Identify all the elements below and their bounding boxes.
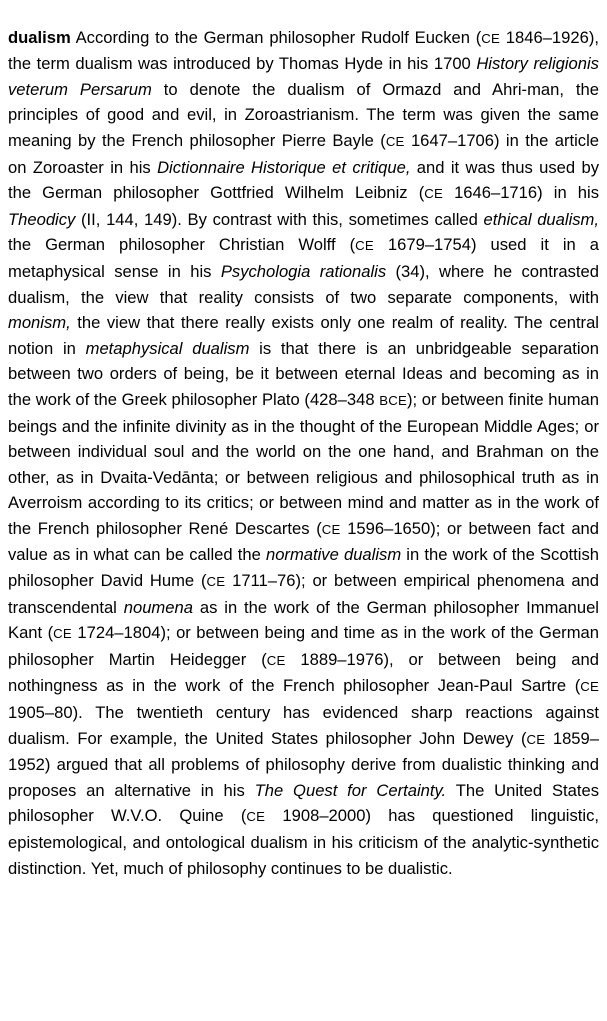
era-abbreviation: CE <box>526 731 546 747</box>
entry-body: According to the German philosopher Rudolf Eucken (CE 1846–1926), the term dualism was introduced by Thomas Hyde in his 1700 History religionis veterum Persarum to denote the dualism of Ormazd and Ahri-man, the principles of good and evil, in Zoroastrianism. The term was given the same meaning by the French philosopher Pierre Bayle (CE 1647–1706) in the article on Zoroaster in his Dictionnaire Historique et critique, and it was thus used by the German philosopher Gottfried Wilhelm Leibniz (CE 1646–1716) in his Theodicy (II, 144, 149). By contrast with this, sometimes called ethical dualism, the German philosopher Christian Wolff (CE 1679–1754) used it in a metaphysical sense in his Psychologia rationalis (34), where he contrasted dualism, the view that reality consists of two separate components, with monism, the view that there really exists only one realm of reality. The central notion in metaphysical dualism is that there is an unbridgeable separation between two orders of being, be it between eternal Ideas and becoming as in the work of the Greek philosopher Plato (428–348 BCE); or between finite human beings and the infinite divinity as in the thought of the European Middle Ages; or between individual soul and the world on the one hand, and Brahman on the other, as in Dvaita-Vedānta; or between religious and philosophical truth as in Averroism according to its critics; or between mind and matter as in the work of the French philosopher René Descartes (CE 1596–1650); or between fact and value as in what can be called the normative dualism in the work of the Scottish philosopher David Hume (CE 1711–76); or between empirical phenomena and transcendental noumena as in the work of the German philosopher Immanuel Kant (CE 1724–1804); or between being and time as in the work of the German philosopher Martin Heidegger (CE 1889–1976), or between being and nothingness as in the work of the French philosopher Jean-Paul Sartre (CE 1905–80). The twentieth century has evidenced sharp reactions against dualism. For example, the United States philosopher John Dewey (CE 1859–1952) argued that all problems of philosophy derive from dualistic thinking and proposes an alternative in his The Quest for Certainty. The United States philosopher W.V.O. Quine (CE 1908–2000) has questioned linguistic, epistemological, and ontological dualism in his criticism of the analytic-synthetic distinction. Yet, much of philosophy continues to be dualistic. <box>8 27 600 878</box>
era-abbreviation: CE <box>481 30 501 46</box>
italic-term: History religionis veterum Persarum <box>8 54 599 99</box>
era-abbreviation: CE <box>580 679 599 695</box>
italic-term: noumena <box>123 597 193 617</box>
italic-term: Dictionnaire Historique et critique, <box>157 157 411 177</box>
era-abbreviation: BCE <box>379 392 407 408</box>
italic-term: Psychologia rationalis <box>220 261 387 281</box>
italic-term: The Quest for Certainty. <box>254 780 447 800</box>
italic-term: monism, <box>8 313 71 333</box>
italic-term: Theodicy <box>8 209 76 229</box>
era-abbreviation: CE <box>246 809 266 825</box>
era-abbreviation: CE <box>206 574 226 590</box>
era-abbreviation: CE <box>385 133 405 149</box>
era-abbreviation: CE <box>355 238 374 254</box>
era-abbreviation: CE <box>266 652 286 668</box>
italic-term: normative dualism <box>265 545 402 565</box>
era-abbreviation: CE <box>424 186 443 202</box>
dictionary-entry <box>8 25 599 882</box>
entry-headword: dualism <box>8 27 71 47</box>
italic-term: ethical dualism, <box>483 209 599 229</box>
era-abbreviation: CE <box>53 626 72 642</box>
era-abbreviation: CE <box>321 521 341 537</box>
italic-term: metaphysical dualism <box>85 338 250 358</box>
